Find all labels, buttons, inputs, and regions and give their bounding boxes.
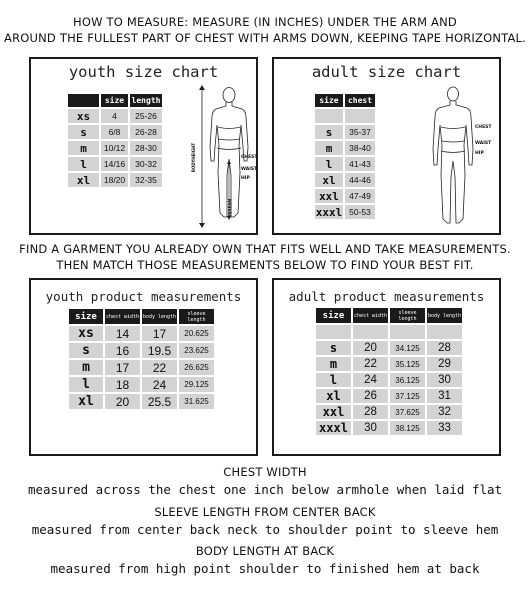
chest-cell: 17: [105, 360, 140, 375]
header-chest-width: chest width: [353, 308, 388, 323]
youth-product-table: [67, 307, 216, 411]
table-row: [316, 325, 462, 339]
size-cell: l: [68, 157, 99, 171]
size-cell: [315, 109, 343, 123]
definition-heading-chest: CHEST WIDTH: [223, 465, 307, 479]
table-row: [68, 125, 162, 139]
table-row: [69, 343, 214, 358]
table-row: [316, 341, 462, 355]
chest-cell: 18: [105, 377, 140, 392]
chest-cell: 20: [105, 394, 140, 409]
table-row: [315, 189, 375, 203]
label-hip: HIP: [475, 151, 484, 156]
table-row: [69, 394, 214, 409]
sleeve-cell: 34.125: [390, 341, 425, 355]
intro-line-2: AROUND THE FULLEST PART OF CHEST WITH ARMS DOWN, KEEPING TAPE HORIZONTAL.: [4, 31, 526, 45]
header-size: size: [316, 308, 351, 323]
header-sleeve-length: sleeve length: [179, 309, 214, 324]
size-cell: s: [315, 125, 343, 139]
middle-line-1: FIND A GARMENT YOU ALREADY OWN THAT FITS WELL AND TAKE MEASUREMENTS.: [19, 242, 511, 256]
size-cell: l: [316, 373, 351, 387]
header-chest-width: chest width: [105, 309, 140, 324]
table-row: [315, 157, 375, 171]
sleeve-cell: 20.625: [179, 326, 214, 341]
chest-cell: 30: [353, 421, 388, 435]
youth-size-chart-title: youth size chart: [68, 63, 219, 81]
table-header-row: [315, 94, 375, 107]
size-cell: l: [69, 377, 103, 392]
table-row: [315, 109, 375, 123]
header-size: size: [69, 309, 103, 324]
body-cell: 19.5: [142, 343, 177, 358]
label-hip: HIP: [241, 176, 250, 181]
size-cell: xl: [316, 389, 351, 403]
table-row: [68, 157, 162, 171]
chest-cell: 14: [105, 326, 140, 341]
body-cell: 22: [142, 360, 177, 375]
size-cell: xxl: [315, 189, 343, 203]
chest-cell: 35-37: [345, 125, 375, 139]
chest-cell: 47-49: [345, 189, 375, 203]
sleeve-cell: 23.625: [179, 343, 214, 358]
size-cell: xs: [68, 109, 99, 123]
youth-product-title: youth product measurements: [45, 289, 242, 304]
body-cell: 17: [142, 326, 177, 341]
header-body-length: body length: [142, 309, 177, 324]
definition-text-body: measured from high point shoulder to finished hem at back: [50, 561, 480, 576]
chest-cell: [353, 325, 388, 339]
table-header-row: [69, 309, 214, 324]
size-cell: m: [68, 141, 99, 155]
chest-cell: [345, 109, 375, 123]
table-row: [68, 141, 162, 155]
chest-cell: 16: [105, 343, 140, 358]
table-row: [315, 141, 375, 155]
size-cell: m: [69, 360, 103, 375]
table-row: [68, 173, 162, 187]
chest-cell: 22: [353, 357, 388, 371]
size-cell: xxxl: [315, 205, 343, 219]
adult-body-figure: [427, 85, 479, 231]
label-inseam: INSEAM: [227, 198, 233, 217]
chest-cell: 14/16: [101, 157, 128, 171]
chest-cell: 10/12: [101, 141, 128, 155]
sleeve-cell: 26.625: [179, 360, 214, 375]
label-chest: CHEST: [475, 125, 492, 130]
size-cell: l: [315, 157, 343, 171]
label-chest: CHEST: [241, 155, 258, 160]
chest-cell: 4: [101, 109, 128, 123]
body-cell: 31: [427, 389, 462, 403]
header-size: size: [315, 94, 343, 107]
label-waist: WAIST: [475, 141, 492, 146]
chest-cell: 6/8: [101, 125, 128, 139]
size-cell: m: [315, 141, 343, 155]
chest-cell: 24: [353, 373, 388, 387]
length-cell: 32-35: [130, 173, 162, 187]
sleeve-cell: 37.625: [390, 405, 425, 419]
table-row: [316, 389, 462, 403]
length-cell: 26-28: [130, 125, 162, 139]
length-cell: 28-30: [130, 141, 162, 155]
sleeve-cell: 31.625: [179, 394, 214, 409]
sleeve-cell: 35.125: [390, 357, 425, 371]
table-row: [316, 357, 462, 371]
header-blank: [68, 94, 99, 107]
label-bodyheight: BODYHEIGHT: [191, 142, 197, 173]
length-cell: 30-32: [130, 157, 162, 171]
youth-size-chart-panel: [29, 57, 258, 235]
adult-size-chart-title: adult size chart: [311, 63, 462, 81]
sleeve-cell: 37.125: [390, 389, 425, 403]
table-row: [315, 125, 375, 139]
size-cell: s: [68, 125, 99, 139]
body-cell: 28: [427, 341, 462, 355]
definition-heading-body: BODY LENGTH AT BACK: [195, 544, 335, 558]
body-cell: 24: [142, 377, 177, 392]
adult-size-table: [313, 92, 377, 221]
table-row: [316, 405, 462, 419]
body-cell: 33: [427, 421, 462, 435]
body-cell: [427, 325, 462, 339]
body-cell: 30: [427, 373, 462, 387]
youth-product-panel: [29, 278, 258, 456]
sleeve-cell: [390, 325, 425, 339]
header-size: size: [101, 94, 128, 107]
chest-cell: 50-53: [345, 205, 375, 219]
size-cell: xs: [69, 326, 103, 341]
middle-line-2: THEN MATCH THOSE MEASUREMENTS BELOW TO FIND YOUR BEST FIT.: [56, 258, 474, 272]
chest-cell: 38-40: [345, 141, 375, 155]
adult-product-table: [314, 306, 464, 437]
table-row: [68, 109, 162, 123]
chest-cell: 41-43: [345, 157, 375, 171]
chest-cell: 44-46: [345, 173, 375, 187]
intro-line-1: HOW TO MEASURE: MEASURE (IN INCHES) UNDER THE ARM AND: [73, 15, 457, 29]
size-cell: [316, 325, 351, 339]
label-waist: WAIST: [241, 167, 258, 172]
header-length: length: [131, 96, 161, 105]
sleeve-cell: 38.125: [390, 421, 425, 435]
body-cell: 32: [427, 405, 462, 419]
body-cell: 29: [427, 357, 462, 371]
sleeve-cell: 36.125: [390, 373, 425, 387]
definition-heading-sleeve: SLEEVE LENGTH FROM CENTER BACK: [154, 505, 376, 519]
adult-product-title: adult product measurements: [288, 289, 485, 304]
definition-text-sleeve: measured from center back neck to shoulder point to sleeve hem: [31, 522, 499, 537]
table-header-row: [68, 94, 162, 107]
table-row: [69, 326, 214, 341]
youth-size-table: [66, 92, 164, 189]
definition-text-chest: measured across the chest one inch below armhole when laid flat: [27, 482, 503, 497]
table-header-row: [316, 308, 462, 323]
size-cell: xl: [69, 394, 103, 409]
chest-cell: 26: [353, 389, 388, 403]
size-cell: s: [69, 343, 103, 358]
table-row: [316, 421, 462, 435]
sleeve-cell: 29.125: [179, 377, 214, 392]
table-row: [315, 173, 375, 187]
header-chest: chest: [345, 94, 375, 107]
size-cell: xxxl: [316, 421, 351, 435]
table-row: [69, 360, 214, 375]
size-cell: m: [316, 357, 351, 371]
size-cell: s: [316, 341, 351, 355]
size-cell: xl: [315, 173, 343, 187]
adult-product-panel: [272, 278, 501, 456]
table-row: [316, 373, 462, 387]
chest-cell: 20: [353, 341, 388, 355]
size-cell: xl: [68, 173, 99, 187]
body-cell: 25.5: [142, 394, 177, 409]
header-body-length: body length: [427, 308, 462, 323]
length-cell: 25-26: [130, 109, 162, 123]
header-sleeve-length: sleeve length: [390, 308, 425, 323]
adult-size-chart-panel: [272, 57, 501, 235]
size-cell: xxl: [316, 405, 351, 419]
table-row: [315, 205, 375, 219]
table-row: [69, 377, 214, 392]
chest-cell: 28: [353, 405, 388, 419]
chest-cell: 18/20: [101, 173, 128, 187]
